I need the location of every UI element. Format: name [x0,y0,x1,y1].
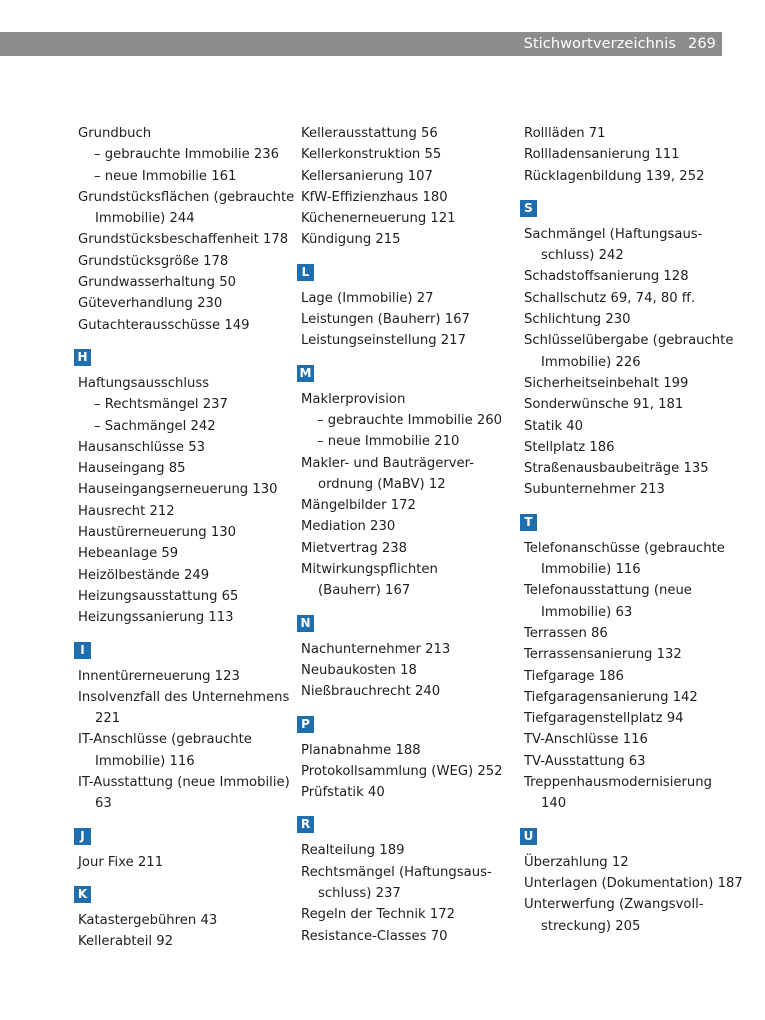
index-entry: Sachmängel (Haftungsaus- schluss) 242 [524,226,703,264]
letter-heading-k: K [74,886,91,903]
index-entry: Hauseingang 85 [78,461,186,477]
index-entry: TV-Anschlüsse 116 [524,732,648,748]
index-entry: Telefonanschüsse (gebrauchte Immobilie) 116 [524,540,725,578]
index-subentry: – gebrauchte Immobilie 236 [94,147,280,163]
index-entry: Schlichtung 230 [524,312,631,328]
index-entry: Kellerkonstruktion 55 [301,147,442,163]
index-entry: Mitwirkungspflichten (Bauherr) 167 [301,562,438,599]
index-entry: Hausanschlüsse 53 [78,439,205,455]
index-entry: Unterwerfung (Zwangsvoll- streckung) 205 [524,897,704,934]
index-entry: Treppenhausmodernisierung 140 [524,775,713,812]
index-entry: Güteverhandlung 230 [78,296,223,312]
index-entry: Sonderwünsche 91, 181 [524,397,684,413]
letter-heading-u: U [520,828,537,845]
index-entry: Nachunternehmer 213 [301,641,451,657]
index-entry: Kellersanierung 107 [301,168,433,184]
index-entry: Küchenerneuerung 121 [301,211,456,227]
index-entry: Mängelbilder 172 [301,498,416,514]
index-entry: Kellerabteil 92 [78,934,174,950]
index-entry: Hebeanlage 59 [78,546,179,562]
index-subentry: – neue Immobilie 161 [94,168,237,184]
index-subentry: – Rechtsmängel 237 [94,397,228,413]
index-entry: Makler- und Bauträgerver- ordnung (MaBV) 12 [301,455,475,492]
index-entry: Tiefgarage 186 [524,668,624,684]
index-entry: Mediation 230 [301,519,396,535]
index-entry: Regeln der Technik 172 [301,907,456,923]
page-number: 269 [688,36,716,52]
index-entry: Maklerprovision [301,391,406,407]
index-entry: Grundstücksflächen (gebrauchte Immobilie) 244 [78,189,295,227]
section-title: Stichwortverzeichnis [523,36,677,52]
letter-heading-s: S [520,200,537,217]
index-entry: Schallschutz 69, 74, 80 ff. [524,290,696,306]
index-entry: Innentürerneuerung 123 [78,668,240,684]
index-entry: Unterlagen (Dokumentation) 187 [524,875,743,891]
index-entry: Nießbrauchrecht 240 [301,684,441,700]
index-entry: Überzahlung 12 [524,854,629,870]
index-entry: Rollläden 71 [524,126,606,141]
index-entry: Realteilung 189 [301,843,405,859]
index-entry: Gutachterausschüsse 149 [78,317,250,333]
index-entry: Katastergebühren 43 [78,912,218,928]
index-entry: Heizungsausstattung 65 [78,588,239,604]
index-entry: Resistance-Classes 70 [301,928,448,944]
index-entry: Prüfstatik 40 [301,785,385,801]
index-entry: Planabnahme 188 [301,742,421,758]
index-entry: Insolvenzfall des Unternehmens 221 [78,689,290,727]
index-subentry: – neue Immobilie 210 [317,434,460,450]
index-entry: Grundwasserhaltung 50 [78,275,236,291]
index-entry: Telefonausstattung (neue Immobilie) 63 [524,583,692,620]
index-entry: KfW-Effizienzhaus 180 [301,189,448,205]
letter-heading-m: M [297,365,314,382]
letter-heading-i: I [74,642,91,659]
index-entry: IT-Anschlüsse (gebrauchte Immobilie) 116 [78,732,252,769]
index-entry: Haustürerneuerung 130 [78,525,237,541]
letter-heading-p: P [297,716,314,733]
index-entry: Heizölbestände 249 [78,567,210,583]
letter-heading-t: T [520,514,537,531]
index-entry: Leistungen (Bauherr) 167 [301,312,470,328]
letter-heading-j: J [74,828,91,845]
index-column-2 [301,123,511,947]
index-entry: Grundstücksbeschaffenheit 178 [78,232,289,248]
index-entry: Protokollsammlung (WEG) 252 [301,763,503,779]
index-entry: IT-Ausstattung (neue Immobilie) 63 [78,775,290,812]
index-entry: Tiefgaragensanierung 142 [524,689,698,705]
index-column-3 [523,123,743,937]
letter-heading-h: H [74,349,91,366]
index-entry: Stellplatz 186 [524,439,615,455]
index-entry: Schadstoffsanierung 128 [524,269,689,285]
index-entry: Grundstücksgröße 178 [78,253,229,269]
index-entry: Terrassen 86 [524,625,608,641]
index-subentry: – Sachmängel 242 [94,418,216,434]
index-entry: Rücklagenbildung 139, 252 [524,168,705,184]
index-entry: TV-Ausstattung 63 [524,753,646,769]
index-subentry: – gebrauchte Immobilie 260 [317,412,503,428]
index-column-1 [77,123,295,953]
index-entry: Subunternehmer 213 [524,482,665,498]
index-entry: Mietvertrag 238 [301,540,408,556]
index-entry: Lage (Immobilie) 27 [301,290,434,306]
letter-heading-n: N [297,615,314,632]
index-entry: Neubaukosten 18 [301,662,417,678]
index-entry: Haftungsausschluss [78,375,210,391]
index-entry: Statik 40 [524,418,584,434]
index-entry: Hausrecht 212 [78,503,175,519]
index-entry: Hauseingangserneuerung 130 [78,482,278,498]
letter-heading-r: R [297,816,314,833]
index-entry: Tiefgaragenstellplatz 94 [524,711,684,727]
index-entry: Leistungseinstellung 217 [301,333,466,349]
index-entry: Sicherheitseinbehalt 199 [524,375,689,391]
index-entry: Jour Fixe 211 [78,854,164,870]
index-entry: Straßenausbaubeiträge 135 [524,461,709,477]
index-entry: Kündigung 215 [301,232,401,248]
index-entry: Rollladensanierung 111 [524,147,680,163]
index-entry: Terrassensanierung 132 [524,647,682,663]
index-entry: Kellerausstattung 56 [301,126,438,141]
index-entry: Grundbuch [78,126,152,141]
index-entry: Rechtsmängel (Haftungsaus- schluss) 237 [301,864,492,902]
running-header [0,32,722,56]
index-entry: Schlüsselübergabe (gebrauchte Immobilie) 226 [524,333,734,370]
index-entry: Heizungssanierung 113 [78,610,234,626]
letter-heading-l: L [297,264,314,281]
